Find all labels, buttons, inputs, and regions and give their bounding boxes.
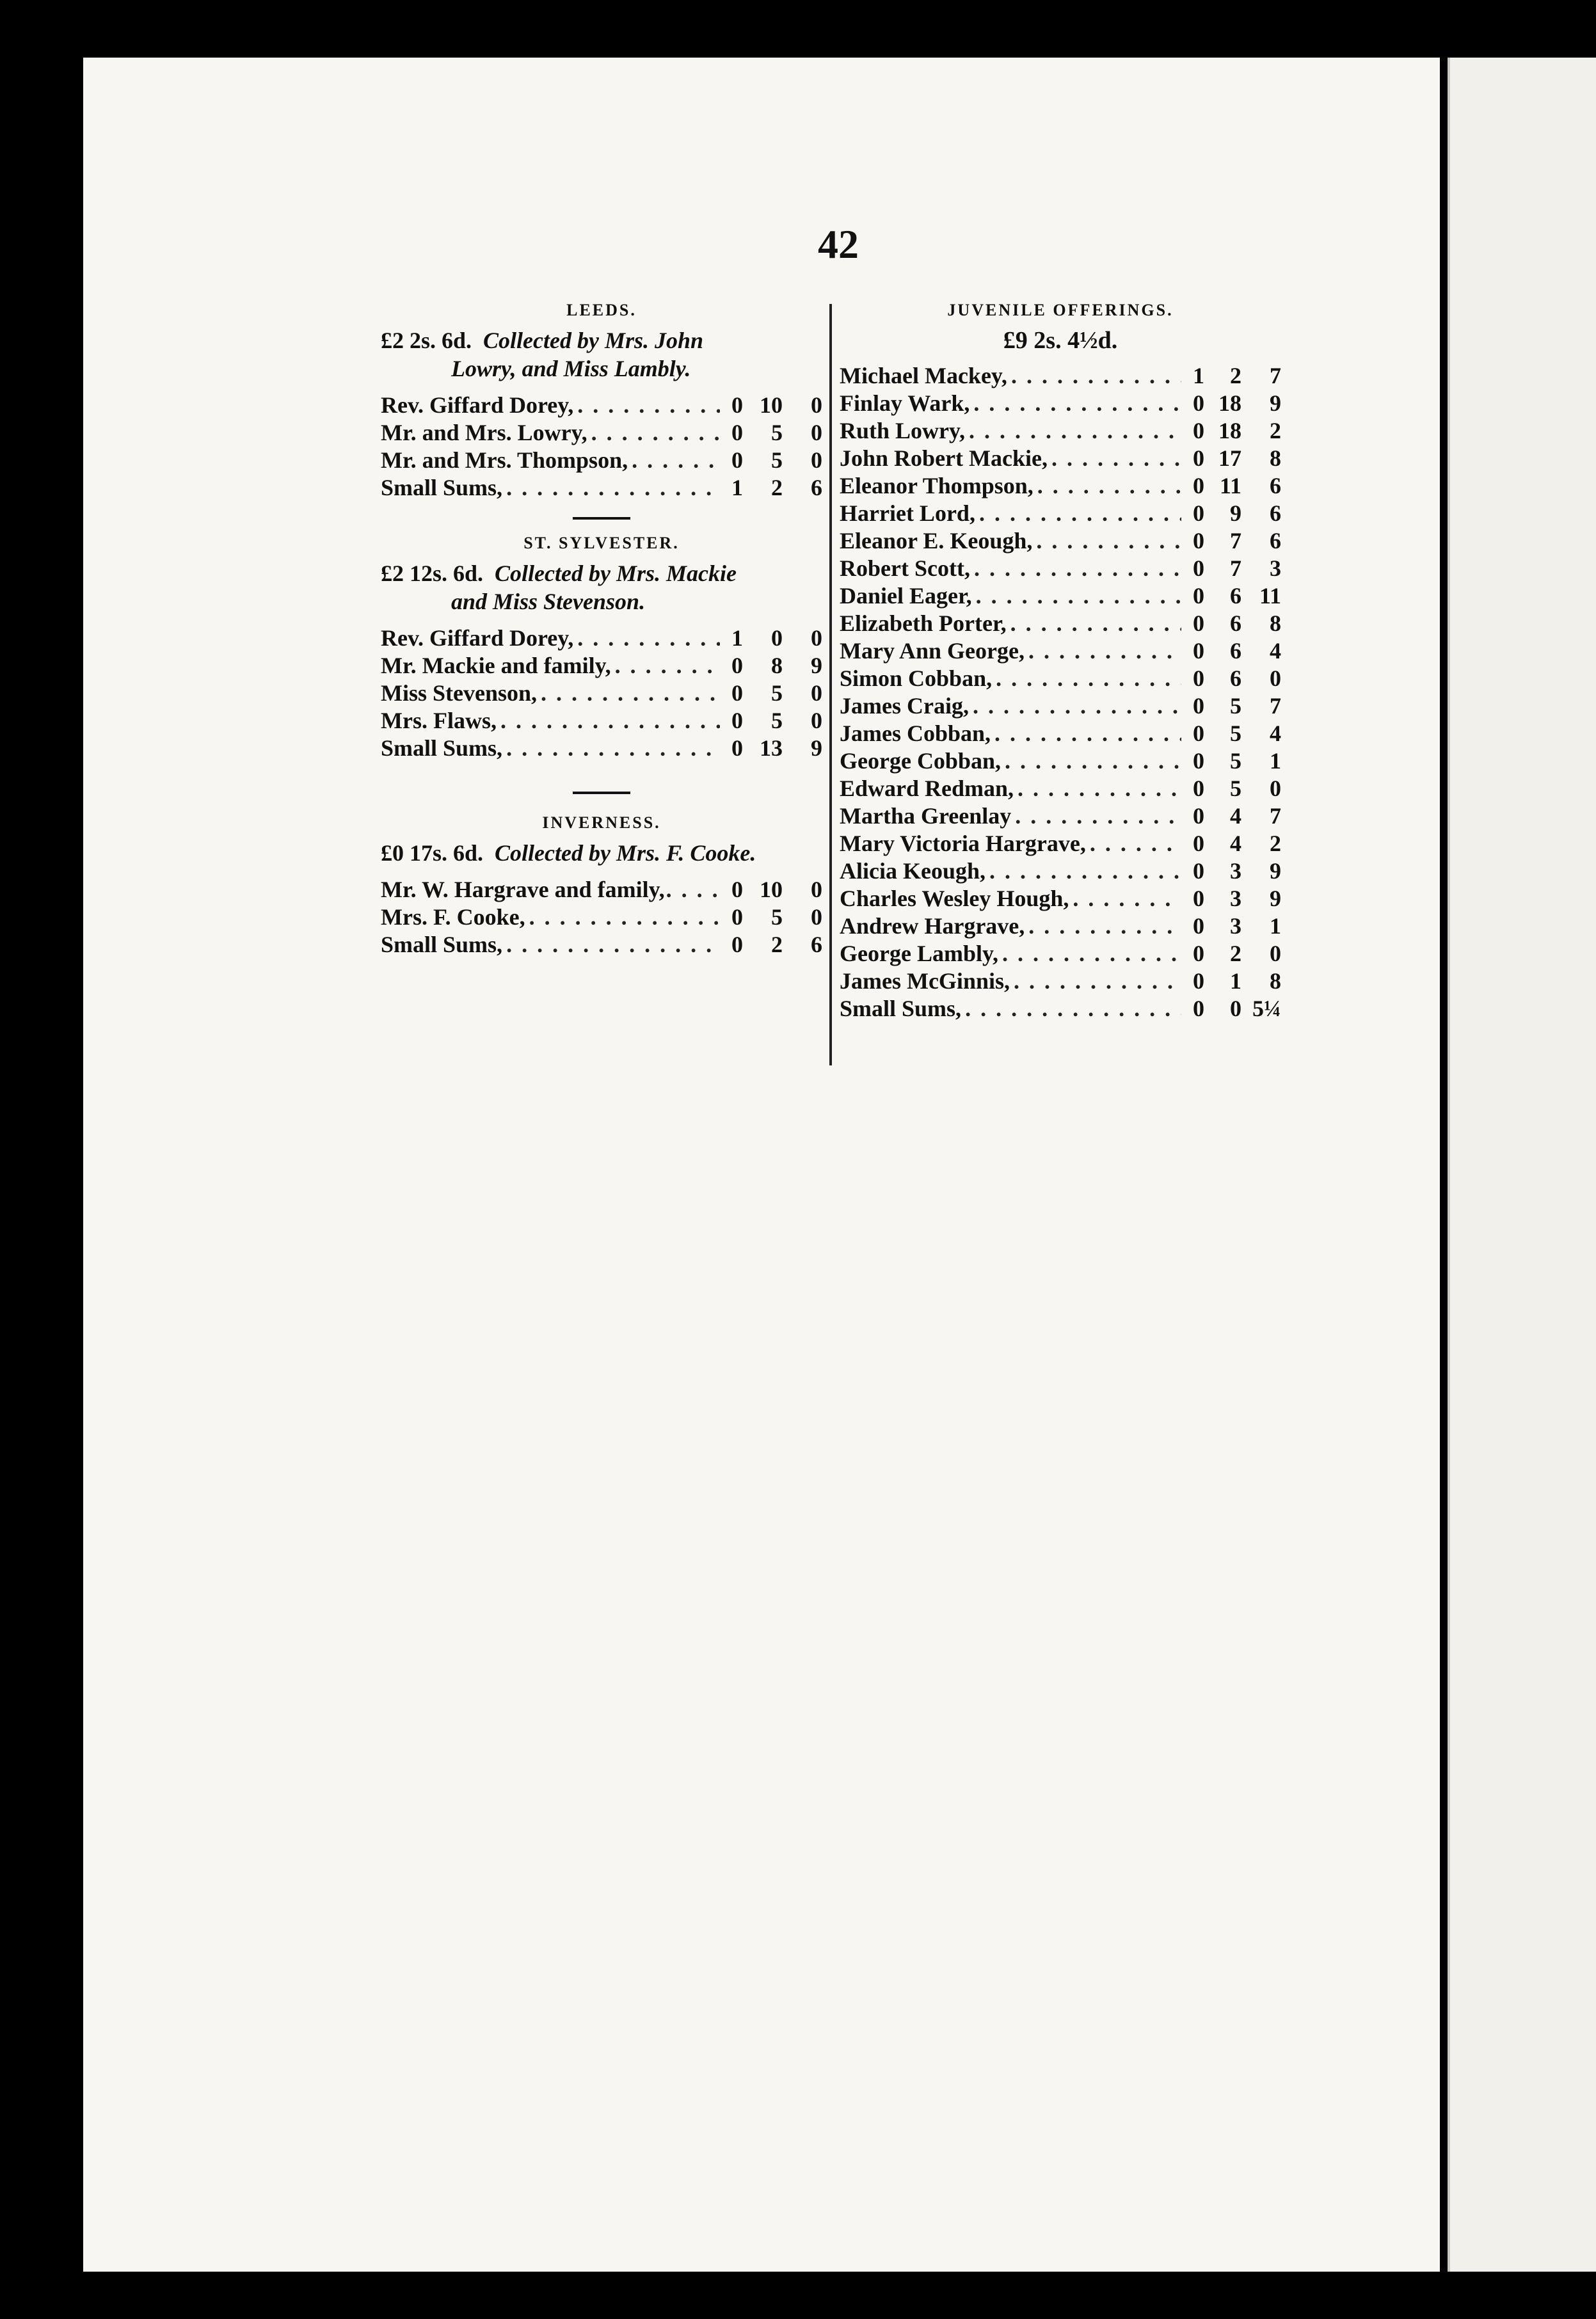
pence: 0 (811, 904, 822, 930)
shillings: 5 (1230, 748, 1241, 774)
section-st-sylvester (381, 534, 822, 762)
shillings: 3 (1230, 913, 1241, 939)
pounds: 0 (1193, 473, 1204, 498)
pounds: 0 (731, 708, 743, 733)
list-item (840, 720, 1281, 747)
list-item (840, 968, 1281, 995)
list-item (381, 447, 822, 474)
page-number: 42 (818, 221, 859, 267)
pounds: 0 (1193, 941, 1204, 966)
pounds: 0 (731, 447, 743, 473)
pence: 5¼ (1252, 996, 1281, 1021)
pounds: 0 (1193, 968, 1204, 994)
donor-name: Finlay Wark, (840, 390, 970, 416)
donor-name: George Cobban, (840, 748, 1001, 774)
shillings: 6 (1230, 610, 1241, 636)
list-item (840, 912, 1281, 940)
list-item (840, 665, 1281, 692)
list-item (381, 707, 822, 735)
collected-by-cont: Lowry, and Miss Lambly. (451, 356, 691, 381)
pounds: 0 (1193, 748, 1204, 774)
collected-by: Collected by Mrs. Mackie (495, 561, 737, 586)
donor-name: Small Sums, (381, 932, 503, 957)
collected-by: Collected by Mrs. F. Cooke. (495, 840, 756, 866)
pounds: 0 (1193, 858, 1204, 884)
donor-name: Michael Mackey, (840, 363, 1007, 388)
pounds: 0 (1193, 996, 1204, 1021)
pence: 1 (1270, 748, 1281, 774)
pence: 2 (1270, 418, 1281, 443)
list-item (840, 555, 1281, 582)
donor-name: Eleanor Thompson, (840, 473, 1033, 498)
pounds: 0 (1193, 831, 1204, 856)
pence: 4 (1270, 721, 1281, 746)
donor-name: Martha Greenlay (840, 803, 1012, 829)
shillings: 5 (771, 420, 783, 445)
shillings: 2 (1230, 941, 1241, 966)
donor-name: Mary Victoria Hargrave, (840, 831, 1086, 856)
shillings: 5 (1230, 721, 1241, 746)
list-item (381, 735, 822, 762)
section-amount: £0 17s. 6d. (381, 840, 484, 866)
donor-name: Mrs. F. Cooke, (381, 904, 525, 930)
list-item (840, 417, 1281, 445)
pence: 0 (811, 625, 822, 651)
pence: 2 (1270, 831, 1281, 856)
donor-name: Mrs. Flaws, (381, 708, 497, 733)
section-heading (381, 559, 822, 616)
shillings: 3 (1230, 858, 1241, 884)
pence: 9 (1270, 858, 1281, 884)
pounds: 0 (1193, 721, 1204, 746)
donor-name: Daniel Eager, (840, 583, 972, 609)
pounds: 0 (1193, 693, 1204, 719)
donor-name: Rev. Giffard Dorey, (381, 625, 574, 651)
donor-name: James Cobban, (840, 721, 991, 746)
section-amount: £2 2s. 6d. (381, 328, 472, 353)
shillings: 7 (1230, 528, 1241, 554)
shillings: 8 (771, 653, 783, 678)
donor-name: Elizabeth Porter, (840, 610, 1007, 636)
pounds: 0 (731, 680, 743, 706)
pence: 9 (811, 653, 822, 678)
shillings: 3 (1230, 886, 1241, 911)
list-item (840, 445, 1281, 472)
list-item (840, 940, 1281, 968)
pounds: 1 (731, 625, 743, 651)
shillings: 0 (1230, 996, 1241, 1021)
pence: 0 (811, 708, 822, 733)
shillings: 4 (1230, 803, 1241, 829)
shillings: 5 (771, 680, 783, 706)
pence: 0 (1270, 776, 1281, 801)
shillings: 5 (1230, 693, 1241, 719)
list-item (840, 995, 1281, 1023)
pounds: 0 (1193, 583, 1204, 609)
list-item (840, 582, 1281, 610)
right-column (840, 301, 1281, 1023)
pounds: 0 (1193, 555, 1204, 581)
section-title: LEEDS. (566, 301, 637, 319)
shillings: 5 (771, 708, 783, 733)
pence: 3 (1270, 555, 1281, 581)
collected-by-cont: and Miss Stevenson. (451, 589, 646, 614)
shillings: 6 (1230, 665, 1241, 691)
list-item (381, 931, 822, 959)
pence: 11 (1259, 583, 1281, 609)
donor-name: Robert Scott, (840, 555, 970, 581)
shillings: 9 (1230, 500, 1241, 526)
pounds: 0 (731, 904, 743, 930)
donor-name: Ruth Lowry, (840, 418, 966, 443)
donor-name: Edward Redman, (840, 776, 1014, 801)
donor-name: Alicia Keough, (840, 858, 986, 884)
section-heading (381, 326, 822, 383)
pence: 8 (1270, 445, 1281, 471)
shillings: 6 (1230, 583, 1241, 609)
pounds: 0 (1193, 913, 1204, 939)
donor-name: John Robert Mackie, (840, 445, 1048, 471)
column-divider (829, 304, 832, 1065)
collected-by: Collected by Mrs. John (483, 328, 704, 353)
pence: 8 (1270, 610, 1281, 636)
donor-name: Mr. W. Hargrave and family, (381, 877, 665, 902)
pence: 6 (1270, 528, 1281, 554)
pence: 7 (1270, 363, 1281, 388)
list-item (381, 392, 822, 419)
list-item (381, 625, 822, 652)
shillings: 13 (760, 735, 783, 761)
shillings: 1 (1230, 968, 1241, 994)
list-item (840, 830, 1281, 857)
pounds: 1 (731, 475, 743, 500)
juvenile-list (840, 362, 1281, 1023)
list-item (840, 857, 1281, 885)
shillings: 18 (1218, 390, 1241, 416)
shillings: 2 (771, 475, 783, 500)
pence: 0 (811, 680, 822, 706)
section-rule (573, 517, 630, 520)
section-amount: £9 2s. 4½d. (1003, 327, 1118, 354)
shillings: 5 (1230, 776, 1241, 801)
pence: 0 (811, 392, 822, 418)
pounds: 0 (1193, 665, 1204, 691)
donor-name: Mr. and Mrs. Lowry, (381, 420, 587, 445)
pounds: 0 (1193, 886, 1204, 911)
shillings: 6 (1230, 638, 1241, 664)
donor-name: James McGinnis, (840, 968, 1010, 994)
pence: 7 (1270, 803, 1281, 829)
shillings: 5 (771, 904, 783, 930)
pounds: 0 (731, 932, 743, 957)
list-item (381, 680, 822, 707)
donor-name: Rev. Giffard Dorey, (381, 392, 574, 418)
pence: 6 (1270, 500, 1281, 526)
section-heading (381, 839, 822, 867)
pounds: 0 (731, 735, 743, 761)
donor-name: Andrew Hargrave, (840, 913, 1025, 939)
shillings: 7 (1230, 555, 1241, 581)
pence: 0 (1270, 665, 1281, 691)
pence: 6 (811, 475, 822, 500)
pounds: 0 (1193, 803, 1204, 829)
donor-name: Small Sums, (840, 996, 962, 1021)
shillings: 0 (771, 625, 783, 651)
pence: 6 (1270, 473, 1281, 498)
pounds: 0 (731, 420, 743, 445)
donor-name: George Lambly, (840, 941, 998, 966)
pounds: 0 (1193, 638, 1204, 664)
donor-name: Mary Ann George, (840, 638, 1025, 664)
pence: 9 (811, 735, 822, 761)
section-title: ST. SYLVESTER. (523, 534, 680, 552)
pounds: 0 (731, 877, 743, 902)
pence: 9 (1270, 390, 1281, 416)
list-item (840, 637, 1281, 665)
list-item (381, 419, 822, 447)
donor-name: Small Sums, (381, 475, 503, 500)
shillings: 17 (1218, 445, 1241, 471)
pounds: 0 (731, 392, 743, 418)
pence: 7 (1270, 693, 1281, 719)
shillings: 4 (1230, 831, 1241, 856)
section-leeds (381, 301, 822, 502)
shillings: 10 (760, 392, 783, 418)
pounds: 0 (1193, 776, 1204, 801)
list-item (840, 802, 1281, 830)
pence: 0 (811, 447, 822, 473)
pence: 9 (1270, 886, 1281, 911)
donor-name: Simon Cobban, (840, 665, 993, 691)
donor-name: Miss Stevenson, (381, 680, 538, 706)
pence: 0 (1270, 941, 1281, 966)
pence: 4 (1270, 638, 1281, 664)
list-item (840, 500, 1281, 527)
section-inverness (381, 813, 822, 959)
pounds: 0 (1193, 528, 1204, 554)
list-item (381, 876, 822, 904)
donor-name: Eleanor E. Keough, (840, 528, 1033, 554)
shillings: 2 (771, 932, 783, 957)
shillings: 2 (1230, 363, 1241, 388)
left-column (381, 301, 822, 959)
section-amount: £2 12s. 6d. (381, 561, 484, 586)
section-title: JUVENILE OFFERINGS. (947, 301, 1174, 319)
pounds: 0 (1193, 610, 1204, 636)
donor-name: Small Sums, (381, 735, 503, 761)
list-item (840, 610, 1281, 637)
list-item (840, 362, 1281, 390)
shillings: 10 (760, 877, 783, 902)
pence: 0 (811, 420, 822, 445)
shillings: 11 (1219, 473, 1241, 498)
pounds: 0 (1193, 500, 1204, 526)
pence: 1 (1270, 913, 1281, 939)
pence: 8 (1270, 968, 1281, 994)
shillings: 18 (1218, 418, 1241, 443)
shillings: 5 (771, 447, 783, 473)
list-item (381, 474, 822, 502)
list-item (840, 472, 1281, 500)
list-item (381, 904, 822, 931)
donor-name: Charles Wesley Hough, (840, 886, 1069, 911)
list-item (840, 885, 1281, 912)
pounds: 0 (731, 653, 743, 678)
list-item (840, 390, 1281, 417)
section-title: INVERNESS. (542, 813, 661, 832)
donor-name: Mr. Mackie and family, (381, 653, 611, 678)
donor-name: Harriet Lord, (840, 500, 975, 526)
pounds: 0 (1193, 418, 1204, 443)
pounds: 0 (1193, 390, 1204, 416)
section-rule (573, 792, 630, 794)
pounds: 1 (1193, 363, 1204, 388)
pence: 6 (811, 932, 822, 957)
list-item (840, 527, 1281, 555)
list-item (381, 652, 822, 680)
pence: 0 (811, 877, 822, 902)
donor-name: James Craig, (840, 693, 969, 719)
donor-name: Mr. and Mrs. Thompson, (381, 447, 628, 473)
list-item (840, 692, 1281, 720)
list-item (840, 775, 1281, 802)
adjacent-page-edge (1448, 58, 1596, 2272)
pounds: 0 (1193, 445, 1204, 471)
list-item (840, 747, 1281, 775)
